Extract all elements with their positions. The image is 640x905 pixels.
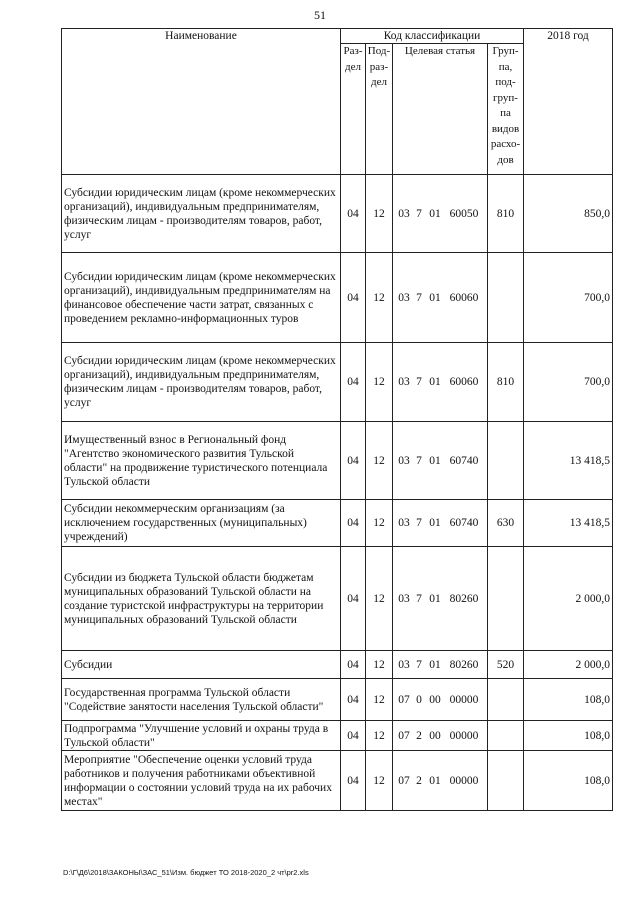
row-expense-group: 810 bbox=[488, 175, 524, 253]
target-article-part: 80260 bbox=[449, 592, 479, 605]
target-article-part: 01 bbox=[429, 376, 441, 388]
row-expense-group bbox=[488, 253, 524, 343]
row-target-article bbox=[393, 547, 488, 651]
target-article-part: 00 bbox=[429, 693, 441, 706]
row-amount: 108,0 bbox=[524, 721, 613, 751]
row-podrazdel: 12 bbox=[366, 679, 393, 721]
header-year: 2018 год bbox=[524, 29, 613, 175]
header-expense-group: Груп- па, под- груп- па видов расхо- дов bbox=[488, 44, 524, 175]
target-article-part: 07 bbox=[398, 774, 410, 787]
row-target-article bbox=[393, 751, 488, 811]
row-expense-group bbox=[488, 422, 524, 500]
row-razdel: 04 bbox=[341, 679, 366, 721]
row-target-article bbox=[393, 175, 488, 253]
target-article-part: 7 bbox=[416, 376, 422, 388]
row-name: Государственная программа Тульской области "Содействие занятости населения Тульской области" bbox=[62, 679, 341, 721]
target-article-part: 60050 bbox=[449, 207, 479, 220]
table-row bbox=[62, 422, 613, 500]
row-razdel: 04 bbox=[341, 175, 366, 253]
row-expense-group: 810 bbox=[488, 343, 524, 422]
table-row bbox=[62, 721, 613, 751]
row-amount: 13 418,5 bbox=[524, 422, 613, 500]
target-article-part: 60740 bbox=[449, 454, 479, 467]
target-article-part: 01 bbox=[429, 454, 441, 467]
row-amount: 108,0 bbox=[524, 679, 613, 721]
row-podrazdel: 12 bbox=[366, 547, 393, 651]
row-razdel: 04 bbox=[341, 547, 366, 651]
row-name: Субсидии юридическим лицам (кроме некоммерческих организаций), индивидуальным предпринимателям на финансовое обеспечение части затрат, связанных с проведением рекламно-информационных туров bbox=[62, 253, 341, 343]
row-podrazdel: 12 bbox=[366, 253, 393, 343]
row-expense-group bbox=[488, 547, 524, 651]
row-amount: 850,0 bbox=[524, 175, 613, 253]
target-article-part: 01 bbox=[429, 291, 441, 304]
header-razdel: Раз- дел bbox=[341, 44, 366, 175]
row-target-article bbox=[393, 679, 488, 721]
row-podrazdel: 12 bbox=[366, 651, 393, 679]
row-target-article bbox=[393, 422, 488, 500]
row-podrazdel: 12 bbox=[366, 751, 393, 811]
target-article-part: 07 bbox=[398, 729, 410, 742]
target-article-part: 01 bbox=[429, 207, 441, 220]
table-row bbox=[62, 679, 613, 721]
row-name: Мероприятие "Обеспечение оценки условий труда работников и получения работниками объективной информации о состоянии условий труда на их рабочих местах" bbox=[62, 751, 341, 811]
target-article-part: 7 bbox=[416, 291, 422, 304]
header-code-group: Код классификации bbox=[341, 29, 524, 44]
row-name: Подпрограмма "Улучшение условий и охраны труда в Тульской области" bbox=[62, 721, 341, 751]
target-article-part: 7 bbox=[416, 658, 422, 671]
header-target: Целевая статья bbox=[393, 44, 488, 175]
table-row bbox=[62, 253, 613, 343]
row-amount: 13 418,5 bbox=[524, 500, 613, 547]
target-article-part: 03 bbox=[398, 658, 410, 671]
table-row bbox=[62, 751, 613, 811]
row-amount: 700,0 bbox=[524, 343, 613, 422]
target-article-part: 01 bbox=[429, 658, 441, 671]
target-article-part: 7 bbox=[416, 207, 422, 220]
row-expense-group bbox=[488, 721, 524, 751]
row-podrazdel: 12 bbox=[366, 343, 393, 422]
table-row bbox=[62, 500, 613, 547]
row-name: Субсидии юридическим лицам (кроме некоммерческих организаций), индивидуальным предпринимателям, физическим лицам - производителям товаров, работ, услуг bbox=[62, 175, 341, 253]
target-article-part: 2 bbox=[416, 729, 422, 742]
row-target-article bbox=[393, 253, 488, 343]
target-article-part: 7 bbox=[416, 517, 422, 529]
target-article-part: 00 bbox=[429, 729, 441, 742]
row-name: Субсидии юридическим лицам (кроме некоммерческих организаций), индивидуальным предпринимателям, физическим лицам - производителям товаров, работ, услуг bbox=[62, 343, 341, 422]
target-article-part: 03 bbox=[398, 291, 410, 304]
row-razdel: 04 bbox=[341, 721, 366, 751]
target-article-part: 03 bbox=[398, 454, 410, 467]
table-row bbox=[62, 651, 613, 679]
table-row bbox=[62, 547, 613, 651]
target-article-part: 00000 bbox=[449, 729, 479, 742]
row-amount: 700,0 bbox=[524, 253, 613, 343]
target-article-part: 01 bbox=[429, 774, 441, 787]
target-article-part: 0 bbox=[416, 693, 422, 706]
row-razdel: 04 bbox=[341, 651, 366, 679]
table-row bbox=[62, 175, 613, 253]
row-target-article bbox=[393, 343, 488, 422]
target-article-part: 07 bbox=[398, 693, 410, 706]
row-amount: 2 000,0 bbox=[524, 547, 613, 651]
target-article-part: 03 bbox=[398, 207, 410, 220]
row-name: Субсидии bbox=[62, 651, 341, 679]
row-podrazdel: 12 bbox=[366, 422, 393, 500]
target-article-part: 01 bbox=[429, 592, 441, 605]
header-name: Наименование bbox=[62, 29, 341, 175]
row-amount: 2 000,0 bbox=[524, 651, 613, 679]
row-expense-group bbox=[488, 679, 524, 721]
row-podrazdel: 12 bbox=[366, 500, 393, 547]
target-article-part: 03 bbox=[398, 376, 410, 388]
row-razdel: 04 bbox=[341, 422, 366, 500]
target-article-part: 60060 bbox=[449, 376, 479, 388]
row-name: Субсидии из бюджета Тульской области бюджетам муниципальных образований Тульской области на создание туристской инфраструктуры на территории муниципальных образований Тульской области bbox=[62, 547, 341, 651]
row-target-article bbox=[393, 651, 488, 679]
target-article-part: 01 bbox=[429, 517, 441, 529]
row-target-article bbox=[393, 721, 488, 751]
row-expense-group bbox=[488, 751, 524, 811]
target-article-part: 2 bbox=[416, 774, 422, 787]
target-article-part: 7 bbox=[416, 592, 422, 605]
target-article-part: 60740 bbox=[449, 517, 479, 529]
target-article-part: 7 bbox=[416, 454, 422, 467]
budget-table bbox=[61, 28, 613, 811]
row-amount: 108,0 bbox=[524, 751, 613, 811]
row-expense-group: 520 bbox=[488, 651, 524, 679]
row-razdel: 04 bbox=[341, 253, 366, 343]
row-razdel: 04 bbox=[341, 500, 366, 547]
target-article-part: 60060 bbox=[449, 291, 479, 304]
target-article-part: 00000 bbox=[449, 693, 479, 706]
row-expense-group: 630 bbox=[488, 500, 524, 547]
table-row bbox=[62, 343, 613, 422]
row-target-article bbox=[393, 500, 488, 547]
target-article-part: 03 bbox=[398, 592, 410, 605]
target-article-part: 03 bbox=[398, 517, 410, 529]
page-number: 51 bbox=[314, 8, 326, 22]
row-razdel: 04 bbox=[341, 751, 366, 811]
header-podrazdel: Под- раз- дел bbox=[366, 44, 393, 175]
row-name: Имущественный взнос в Региональный фонд "Агентство экономического развития Тульской области" на продвижение туристического потенциала Тульской области bbox=[62, 422, 341, 500]
row-razdel: 04 bbox=[341, 343, 366, 422]
target-article-part: 00000 bbox=[449, 774, 479, 787]
row-podrazdel: 12 bbox=[366, 175, 393, 253]
target-article-part: 80260 bbox=[449, 658, 479, 671]
row-name: Субсидии некоммерческим организациям (за исключением государственных (муниципальных) учреждений) bbox=[62, 500, 341, 547]
file-path-footer: D:\Г\Д6\2018\ЗАКОНЫ\ЗАС_51\Изм. бюджет ТО 2018-2020_2 чт\pr2.xls bbox=[63, 868, 309, 877]
row-podrazdel: 12 bbox=[366, 721, 393, 751]
